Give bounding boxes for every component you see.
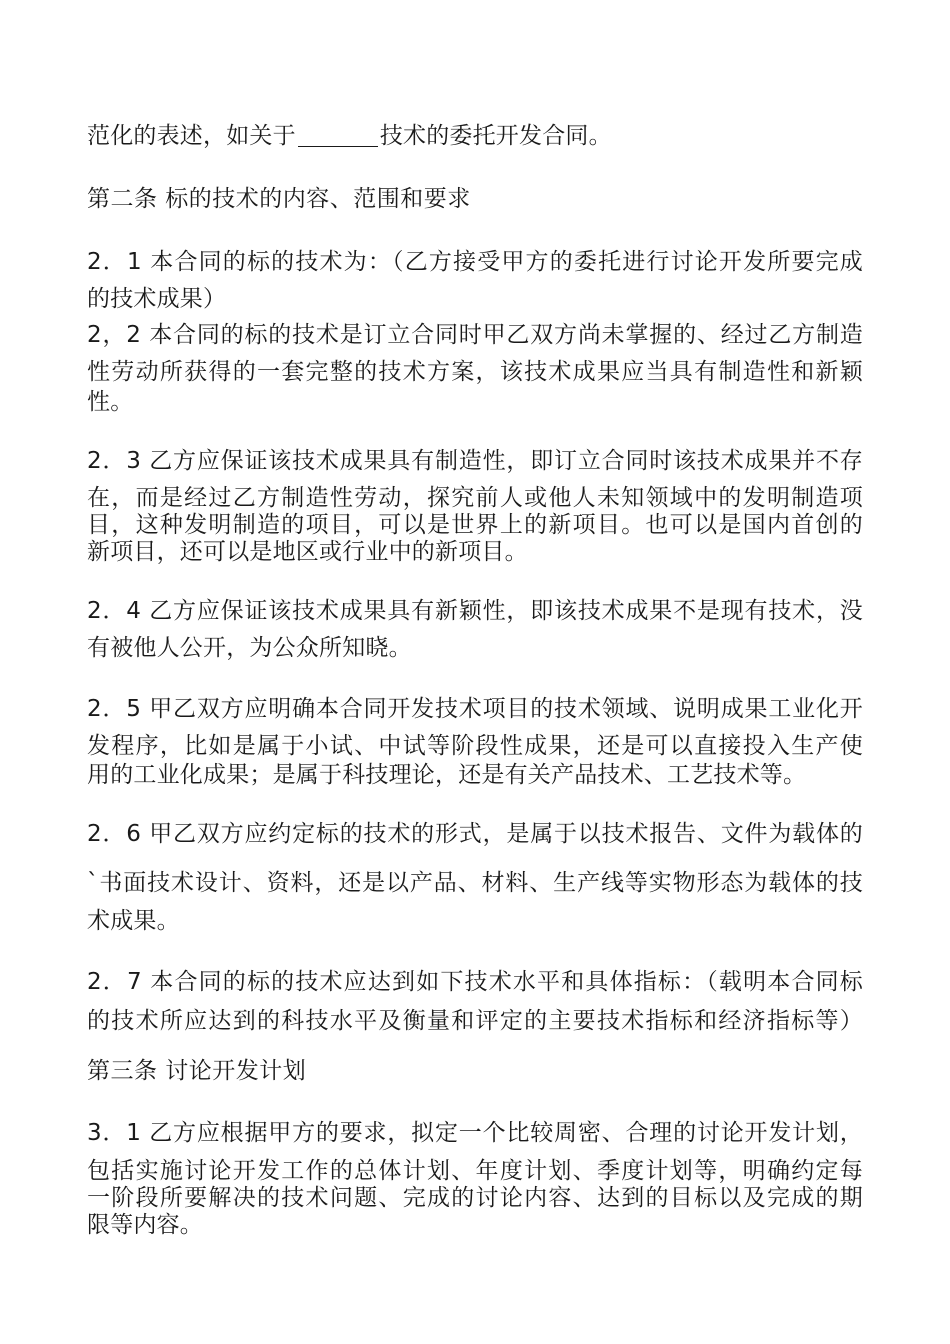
clause-2-5-line: 用的工业化成果；是属于科技理论，还是有关产品技术、工艺技术等。 [87, 762, 807, 788]
clause-2-3-line: 新项目，还可以是地区或行业中的新项目。 [87, 539, 528, 565]
article-2-heading: 第二条 标的技术的内容、范围和要求 [87, 186, 471, 212]
clause-2-6-line: `书面技术设计、资料，还是以产品、材料、生产线等实物形态为载体的技 [87, 870, 863, 896]
clause-2-3-line: 在，而是经过乙方制造性劳动，探究前人或他人未知领域中的发明制造项 [87, 485, 863, 511]
text-fragment: 技术的委托开发合同。 [379, 123, 612, 149]
text-fragment: 范化的表述，如关于 [87, 123, 296, 149]
clause-2-7-line: 的技术所应达到的科技水平及衡量和评定的主要技术指标和经济指标等） [87, 1008, 863, 1034]
clause-2-3-line: 2．3 乙方应保证该技术成果具有制造性，即订立合同时该技术成果并不存 [87, 448, 863, 474]
article-3-heading: 第三条 讨论开发计划 [87, 1058, 307, 1084]
clause-3-1-line: 包括实施讨论开发工作的总体计划、年度计划、季度计划等，明确约定每 [87, 1158, 863, 1184]
clause-2-2-line: 2，2 本合同的标的技术是订立合同时甲乙双方尚未掌握的、经过乙方制造 [87, 322, 863, 348]
clause-2-4-line: 2．4 乙方应保证该技术成果具有新颖性，即该技术成果不是现有技术，没 [87, 598, 863, 624]
clause-2-6-line: 2．6 甲乙双方应约定标的技术的形式，是属于以技术报告、文件为载体的 [87, 821, 863, 847]
clause-2-5-line: 发程序，比如是属于小试、中试等阶段性成果，还是可以直接投入生产使 [87, 733, 863, 759]
text-line [87, 121, 612, 151]
clause-2-2-line: 性。 [87, 389, 134, 415]
clause-3-1-line: 3．1 乙方应根据甲方的要求，拟定一个比较周密、合理的讨论开发计划， [87, 1120, 863, 1146]
blank-underline [298, 124, 378, 147]
clause-2-1-line: 的技术成果） [87, 286, 227, 312]
clause-2-1-line: 2．1 本合同的标的技术为：（乙方接受甲方的委托进行讨论开发所要完成 [87, 249, 863, 275]
clause-2-4-line: 有被他人公开，为公众所知晓。 [87, 635, 412, 661]
clause-2-5-line: 2．5 甲乙双方应明确本合同开发技术项目的技术领域、说明成果工业化开 [87, 696, 863, 722]
clause-2-3-line: 目，这种发明制造的项目，可以是世界上的新项目。也可以是国内首创的 [87, 512, 863, 538]
clause-2-2-line: 性劳动所获得的一套完整的技术方案，该技术成果应当具有制造性和新颖 [87, 359, 863, 385]
clause-2-7-line: 2．7 本合同的标的技术应达到如下技术水平和具体指标：（载明本合同标 [87, 969, 863, 995]
clause-2-6-line: 术成果。 [87, 908, 180, 934]
clause-3-1-line: 限等内容。 [87, 1212, 203, 1238]
clause-3-1-line: 一阶段所要解决的技术问题、完成的讨论内容、达到的目标以及完成的期 [87, 1185, 863, 1211]
